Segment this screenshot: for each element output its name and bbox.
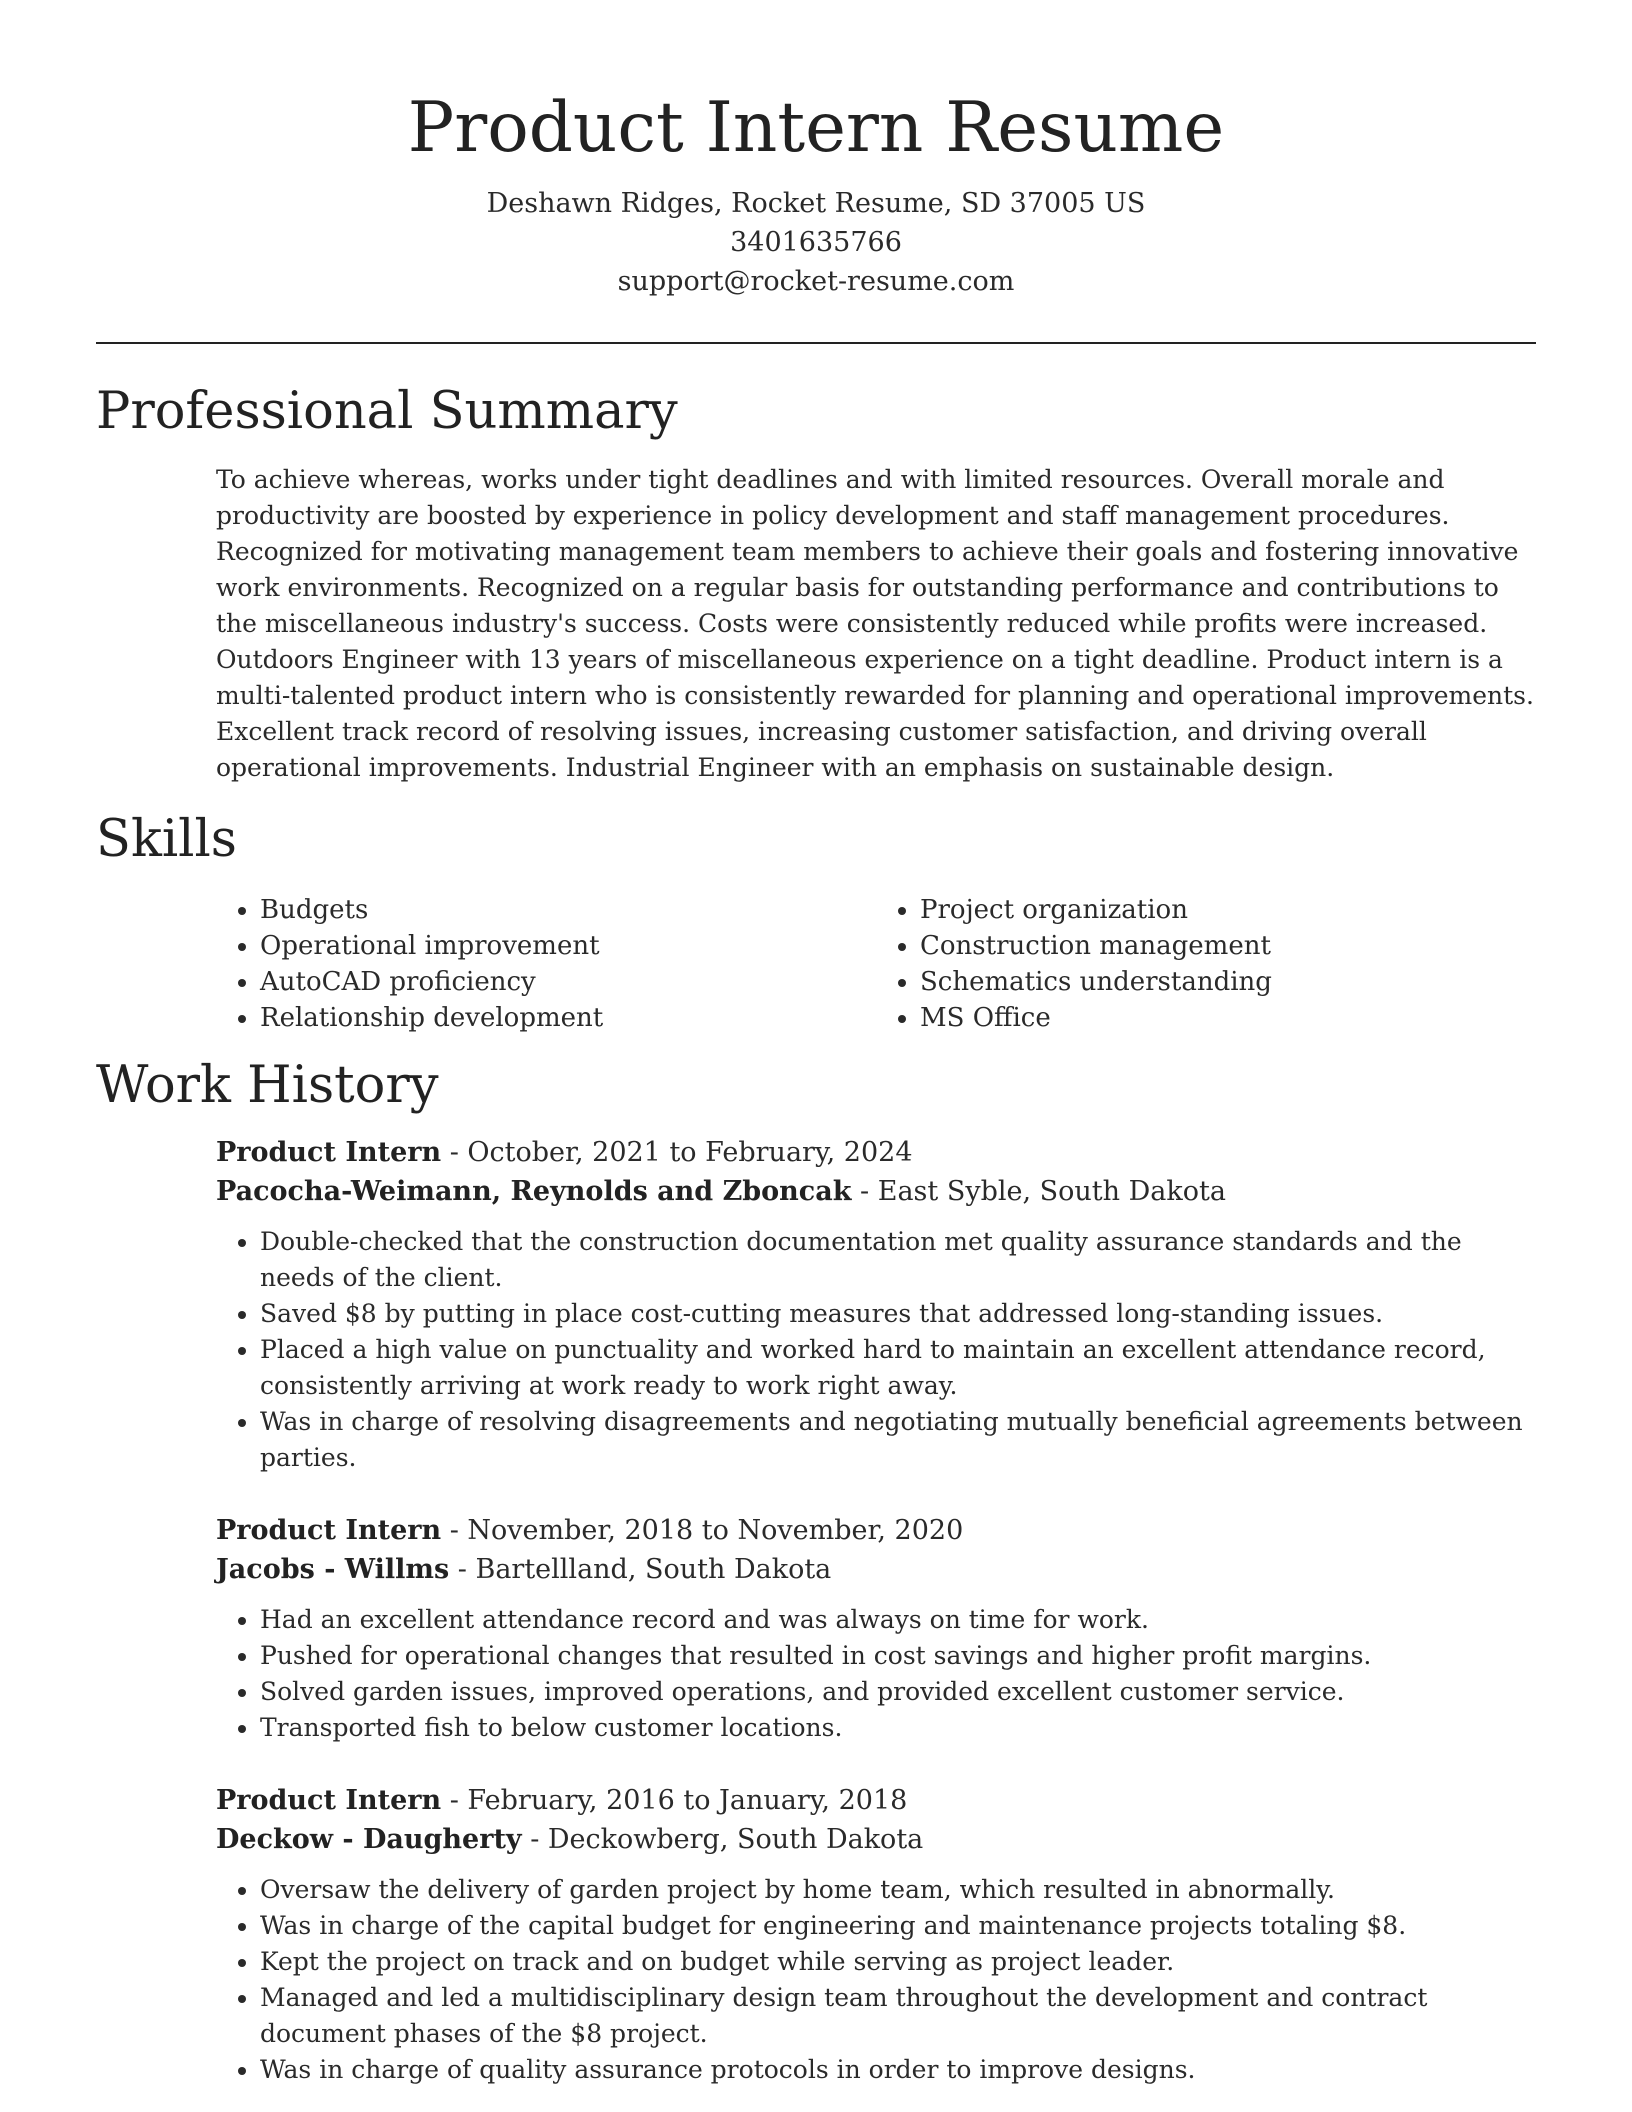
job-title-line: [216, 1511, 1536, 1550]
skill-item: • MS Office: [920, 1000, 1536, 1036]
job-title: Product Intern: [216, 1137, 442, 1168]
skill-item: • Operational improvement: [260, 928, 876, 964]
job-company: Pacocha-Weimann, Reynolds and Zboncak: [216, 1176, 852, 1207]
job-dates: - February, 2016 to January, 2018: [441, 1785, 908, 1816]
job-bullet: • Solved garden issues, improved operations, and provided excellent customer service.: [260, 1674, 1536, 1710]
job-bullet: • Placed a high value on punctuality and worked hard to maintain an excellent attendance record, consistently arriving at work ready to work right away.: [260, 1332, 1536, 1404]
job-title: Product Intern: [216, 1515, 442, 1546]
job-bullets: [216, 1224, 1536, 1476]
header-divider: [96, 342, 1536, 344]
job-title: Product Intern: [216, 1785, 442, 1816]
skills-column-left: [216, 892, 876, 1036]
job-bullet: • Double-checked that the construction documentation met quality assurance standards and the needs of the client.: [260, 1224, 1536, 1296]
job-bullets: [216, 1872, 1536, 2088]
job-bullet: • Was in charge of the capital budget for engineering and maintenance projects totaling $8.: [260, 1908, 1536, 1944]
skill-item: • Budgets: [260, 892, 876, 928]
job-bullet: • Transported fish to below customer locations.: [260, 1710, 1536, 1746]
summary-heading: Professional Summary: [96, 382, 678, 441]
job-bullet: • Was in charge of quality assurance protocols in order to improve designs.: [260, 2052, 1536, 2088]
job-location: - Bartellland, South Dakota: [449, 1554, 832, 1585]
skill-item: • Relationship development: [260, 1000, 876, 1036]
contact-address: Deshawn Ridges, Rocket Resume, SD 37005 US: [486, 188, 1146, 219]
work-history-heading: Work History: [96, 1056, 439, 1115]
contact-info: [0, 184, 1632, 301]
job-company: Jacobs - Willms: [216, 1554, 450, 1585]
job-bullet: • Managed and led a multidisciplinary design team throughout the development and contract document phases of the $8 project.: [260, 1980, 1536, 2052]
job-dates: - November, 2018 to November, 2020: [441, 1515, 964, 1546]
job-location: - East Syble, South Dakota: [851, 1176, 1226, 1207]
resume-title: Product Intern Resume: [407, 88, 1225, 168]
job-dates: - October, 2021 to February, 2024: [441, 1137, 913, 1168]
job-title-line: [216, 1781, 1536, 1820]
job-entry: [216, 1781, 1536, 2088]
skill-item: • Project organization: [920, 892, 1536, 928]
job-company: Deckow - Daugherty: [216, 1824, 522, 1855]
skill-item: • Schematics understanding: [920, 964, 1536, 1000]
skill-item: • Construction management: [920, 928, 1536, 964]
job-entry: [216, 1133, 1536, 1476]
job-location: - Deckowberg, South Dakota: [521, 1824, 924, 1855]
job-bullet: • Saved $8 by putting in place cost-cutting measures that addressed long-standing issues.: [260, 1296, 1536, 1332]
job-title-line: [216, 1133, 1536, 1172]
job-bullet: • Pushed for operational changes that resulted in cost savings and higher profit margins.: [260, 1638, 1536, 1674]
skills-heading: Skills: [96, 810, 237, 869]
skills-list: [216, 892, 1536, 1036]
summary-text: To achieve whereas, works under tight deadlines and with limited resources. Overall morale and productivity are boosted by experience in policy development and staff management procedures. Recognized for motivating management team members to achieve their goals and fostering innovative work environments. Recognized on a regular basis for outstanding performance and contributions to the miscellaneous industry's success. Costs were consistently reduced while profits were increased. Outdoors Engineer with 13 years of miscellaneous experience on a tight deadline. Product intern is a multi-talented product intern who is consistently rewarded for planning and operational improvements. Excellent track record of resolving issues, increasing customer satisfaction, and driving overall operational improvements. Industrial Engineer with an emphasis on sustainable design.: [216, 465, 1534, 782]
job-bullets: [216, 1602, 1536, 1746]
contact-email: support@rocket-resume.com: [617, 266, 1015, 297]
job-bullet: • Had an excellent attendance record and was always on time for work.: [260, 1602, 1536, 1638]
job-entry: [216, 1511, 1536, 1746]
job-bullet: • Was in charge of resolving disagreements and negotiating mutually beneficial agreements between parties.: [260, 1404, 1536, 1476]
job-bullet: • Kept the project on track and on budget while serving as project leader.: [260, 1944, 1536, 1980]
job-bullet: • Oversaw the delivery of garden project by home team, which resulted in abnormally.: [260, 1872, 1536, 1908]
job-company-line: [216, 1172, 1536, 1211]
contact-phone: 3401635766: [730, 227, 902, 258]
job-company-line: [216, 1550, 1536, 1589]
skill-item: • AutoCAD proficiency: [260, 964, 876, 1000]
resume-header: [0, 0, 1632, 301]
skills-column-right: [876, 892, 1536, 1036]
job-company-line: [216, 1820, 1536, 1859]
